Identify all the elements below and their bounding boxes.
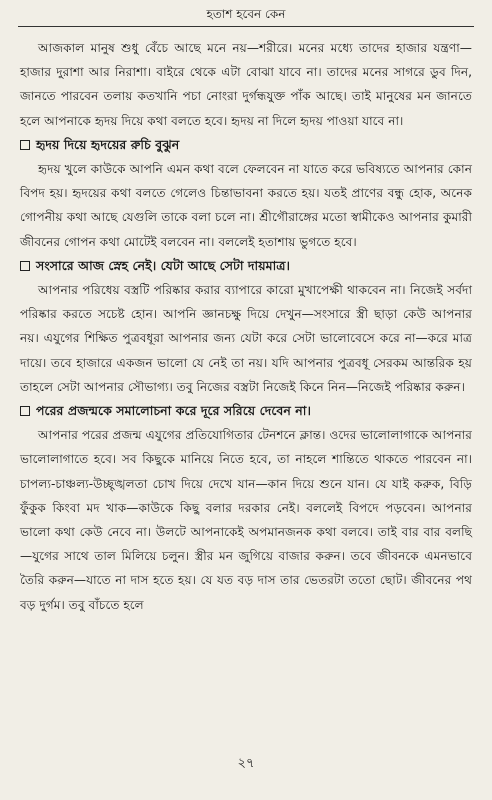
paragraph-clothes: আপনার পরিধেয় বস্ত্রটি পরিষ্কার করার ব্যাপারে কারো মুখাপেক্ষী থাকবেন না। নিজেই সর্বদা পরিষ্কার করতে সচেষ্ট হোন। আপনি জ্ঞানচক্ষু দিয়ে দেখুন—সংসারে স্ত্রী ছাড়া কেউ আপনার নয়। এযুগের শিক্ষিত পুত্রবধূরা আপনার জন্য যেটা করে সেটা ভালোবেসে করে না—করে মাত্র দায়ে। তবে হাজারে একজন ভালো যে নেই তা নয়। যদি আপনার পুত্রবধূ সেরকম আন্তরিক হয় তাহলে সেটা আপনার সৌভাগ্য। তবু নিজের বস্ত্রটা নিজেই কিনে নিন—নিজেই পরিষ্কার করুন। — [20, 283, 472, 394]
checkbox-bullet-icon — [20, 406, 30, 416]
header-rule — [18, 26, 474, 27]
section-heading-heart — [20, 133, 472, 157]
running-header: হতাশ হবেন কেন — [206, 7, 286, 21]
checkbox-bullet-icon — [20, 140, 30, 150]
checkbox-bullet-icon — [20, 261, 30, 271]
paragraph-heart: হৃদয় খুলে কাউকে আপনি এমন কথা বলে ফেলবেন না যাতে করে ভবিষ্যতে আপনার কোন বিপদ হয়। হৃদয়ের কথা বলতে গেলেও চিন্তাভাবনা করতে হয়। যতই প্রাণের বন্ধু হোক, অনেক গোপনীয় কথা আছে যেগুলি তাকে বলা চলে না। শ্রীগৌরাঙ্গের মতো স্বামীকেও আপনার কুমারী জীবনের গোপন কথা মোটেই বলবেন না। বললেই হতাশায় ভুগতে হবে। — [20, 162, 472, 249]
page-body — [20, 36, 472, 617]
section-heading-text: পরের প্রজন্মকে সমালোচনা করে দূরে সরিয়ে দেবেন না। — [36, 403, 311, 419]
paragraph-generation: আপনার পরের প্রজন্ম এযুগের প্রতিযোগিতার টেনশনে ক্লান্ত। ওদের ভালোলাগাকে আপনার ভালোলাগাতে হবে। সব কিছুকে মানিয়ে নিতে হবে, তা নাহলে শান্তিতে থাকতে পারবেন না। চাপল্য-চাঞ্চল্য-উচ্ছৃঙ্খলতা চোখ দিয়ে দেখে যান—কান দিয়ে শুনে যান। যে যাই করুক, বিড়ি ফুঁকুক কিংবা মদ খাক—কাউকে কিছু বলার দরকার নেই। বললেই বিপদে পড়বেন। আপনার ভালো কথা কেউ নেবে না। উলটে আপনাকেই অপমানজনক কথা বলবে। তাই বার বার বলছি—যুগের সাথে তাল মিলিয়ে চলুন। স্ত্রীর মন জুগিয়ে বাজার করুন। তবে জীবনকে এমনভাবে তৈরি করুন—যাতে না দাস হতে হয়। যে যত বড় দাস তার ভেতরটা ততো ছোট। জীবনের পথ বড় দুর্গম। তবু বাঁচতে হলে — [20, 428, 472, 612]
section-heading-generation — [20, 399, 472, 423]
section-heading-text: হৃদয় দিয়ে হৃদয়ের রুচি বুঝুন — [36, 136, 180, 152]
section-heading-affection — [20, 254, 472, 278]
paragraph-intro: আজকাল মানুষ শুধু বেঁচে আছে মনে নয়—শরীরে। মনের মধ্যে তাদের হাজার যন্ত্রণা—হাজার দুরাশা আর নিরাশা। বাইরে থেকে এটা বোঝা যাবে না। তাদের মনের সাগরে ডুব দিন, জানতে পারবেন তলায় কতখানি পচা নোংরা দুর্গন্ধযুক্ত পাঁক আছে। তাই মানুষের মন জানতে হলে আপনাকে হৃদয় দিয়ে কথা বলতে হবে। হৃদয় না দিলে হৃদয় পাওয়া যাবে না। — [20, 41, 472, 128]
page-number: ২৭ — [237, 756, 255, 771]
section-heading-text: সংসারে আজ স্নেহ নেই। যেটা আছে সেটা দায়মাত্র। — [36, 257, 291, 273]
